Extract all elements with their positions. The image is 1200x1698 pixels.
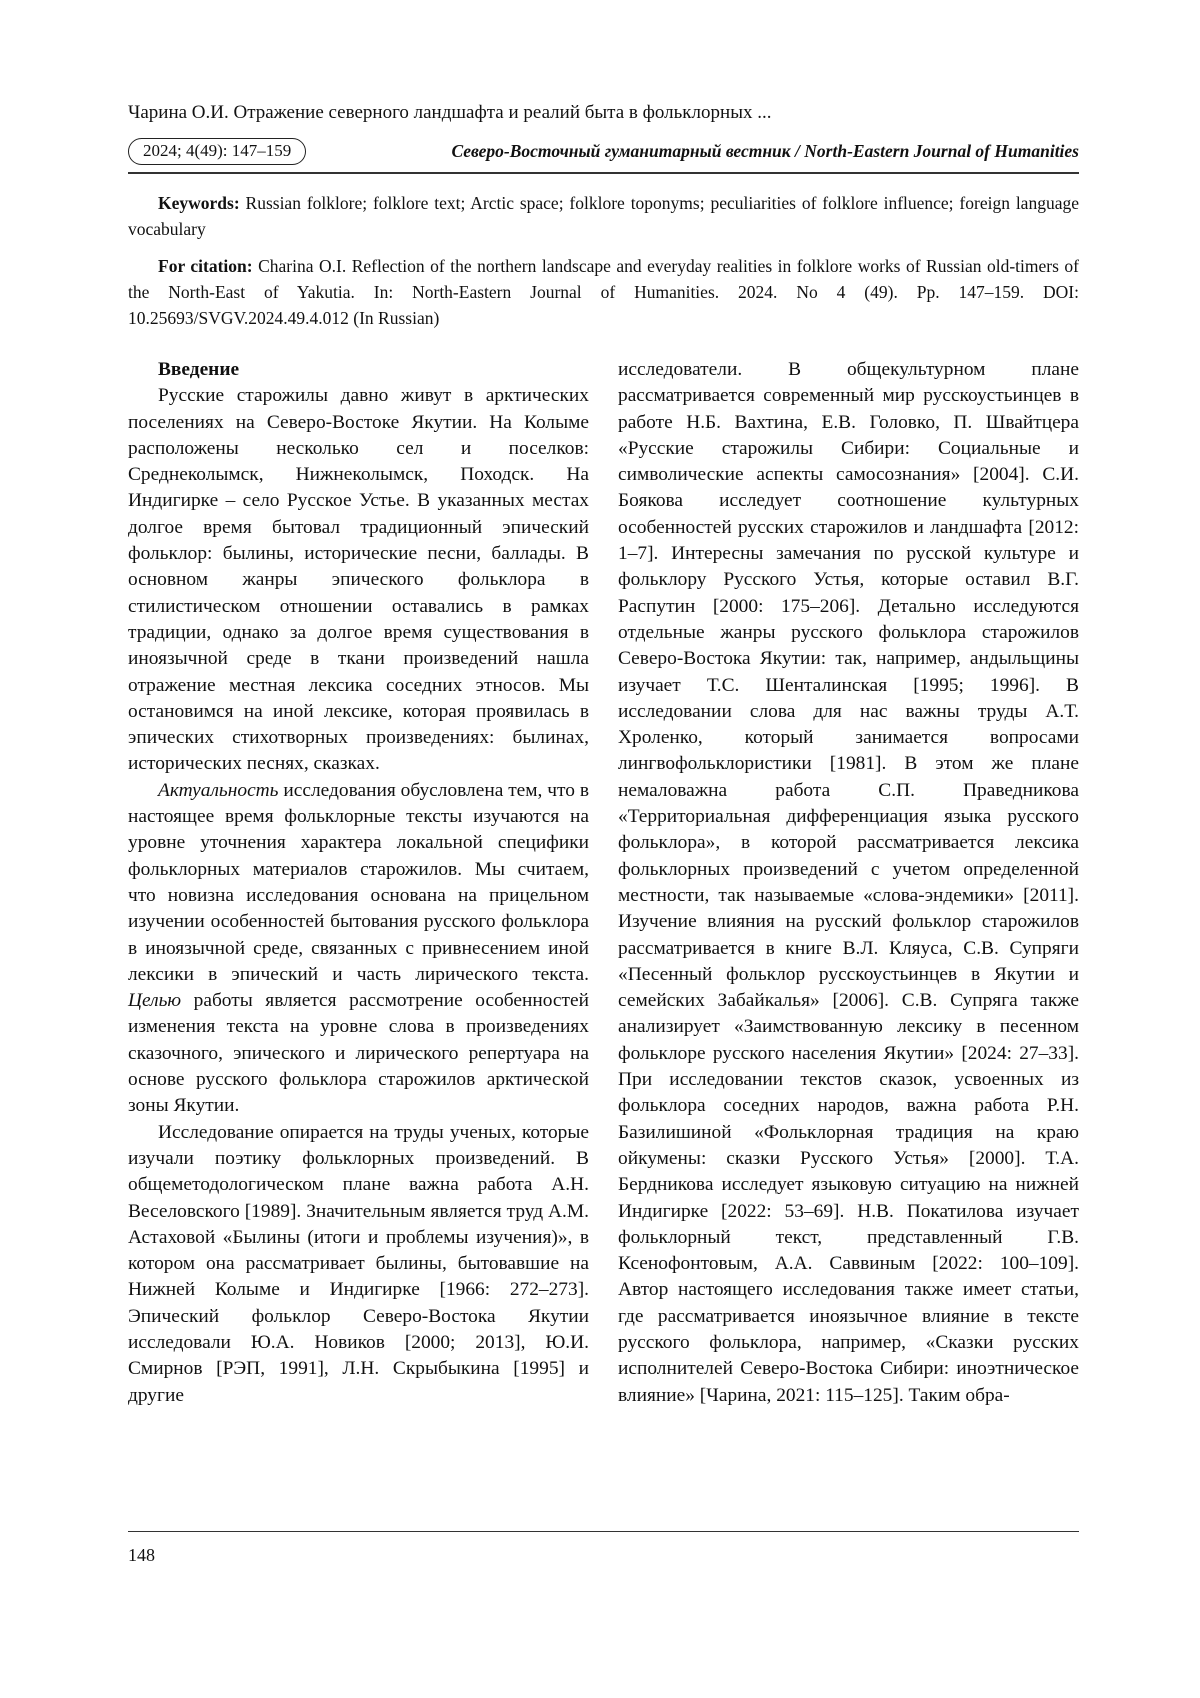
emphasis-relevance: Актуальность (158, 779, 279, 801)
left-column (128, 357, 589, 1409)
right-column (618, 357, 1079, 1409)
keywords-text: Russian folklore; folklore text; Arctic space; folklore toponyms; peculiarities of folklore influence; foreign language vocabulary (128, 193, 1079, 239)
issue-reference-badge: 2024; 4(49): 147–159 (128, 138, 306, 165)
section-title: Введение (158, 359, 240, 380)
citation-block (128, 253, 1079, 331)
paragraph-2-text-b: работы является рассмотрение особенностей изменения текста на уровне слова в произведениях сказочного, эпического и лирического репертуара на основе русского фольклора старожилов арктической зоны Якутии. (128, 990, 589, 1117)
running-title: Чарина О.И. Отражение северного ландшафта и реалий быта в фольклорных ... (128, 102, 772, 123)
paragraph-1: Русские старожилы давно живут в арктических поселениях на Северо-Востоке Якутии. На Колыме расположены несколько сел и поселков: Среднеколымск, Нижнеколымск, Походск. На Индигирке – село Русское Устье. В указанных местах долгое время бытовал традиционный эпический фольклор: былины, исторические песни, баллады. В основном жанры эпического фольклора в стилистическом отношении оставались в рамках традиции, однако за долгое время существования в иноязычной среде в ткани произведений нашла отражение местная лексика соседних этносов. Мы остановимся на иной лексике, которая проявилась в эпических стихотворных произведениях: былинах, исторических песнях, сказках. (128, 385, 589, 775)
keywords-block (128, 190, 1079, 242)
paragraph-2 (128, 778, 589, 1120)
paragraph-3: Исследование опирается на труды ученых, которые изучали поэтику фольклорных произведений. В общеметодологическом плане важна работа А.Н. Веселовского [1989]. Значительным является труд А.М. Астаховой «Былины (итоги и проблемы изучения)», в котором она рассматривает былины, бытовавшие на Нижней Колыме и Индигирке [1966: 272–273]. Эпический фольклор Северо-Востока Якутии исследовали Ю.А. Новиков [2000; 2013], Ю.И. Смирнов [РЭП, 1991], Л.Н. Скрыбыкина [1995] и другие (128, 1121, 589, 1406)
footer-divider (128, 1531, 1079, 1532)
journal-name: Северо-Восточный гуманитарный вестник / North-Eastern Journal of Humanities (451, 140, 1079, 161)
citation-text: Charina O.I. Reflection of the northern landscape and everyday realities in folklore works of Russian old-timers of the North-East of Yakutia. In: North-Eastern Journal of Humanities. 2024. No 4 (49). Pp. 147–159. DOI: 10.25693/SVGV.2024.49.4.012 (In Russian) (128, 256, 1079, 328)
paragraph-3-continued: исследователи. В общекультурном плане рассматривается современный мир русскоустьинцев в работе Н.Б. Вахтина, Е.В. Головко, П. Швайтцера «Русские старожилы Сибири: Социальные и символические аспекты самосознания» [2004]. С.И. Боякова исследует соотношение культурных особенностей русских старожилов и ландшафта [2012: 1–7]. Интересны замечания по русской культуре и фольклору Русского Устья, которые оставил В.Г. Распутин [2000: 175–206]. Детально исследуются отдельные жанры русского фольклора старожилов Северо-Востока Якутии: так, например, андыльщины изучает Т.С. Шенталинская [1995; 1996]. В исследовании слова для нас важны труды А.Т. Хроленко, который занимается вопросами лингвофольклористики [1981]. В этом же плане немаловажна работа С.П. Праведникова «Территориальная дифференциация языка русского фольклора», в которой рассматривается лексика фольклорных произведений с учетом определенной местности, так называемые «слова-эндемики» [2011]. Изучение влияния на русский фольклор старожилов рассматривается в книге В.Л. Кляуса, С.В. Супряги «Песенный фольклор русскоустьинцев в Якутии и семейских Забайкалья» [2006]. С.В. Супряга также анализирует «Заимствованную лексику в песенном фольклоре русского населения Якутии» [2024: 27–33]. При исследовании текстов сказок, усвоенных из фольклора соседних народов, важна работа Р.Н. Базилишиной «Фольклорная традиция на краю ойкумены: сказки Русского Устья» [2000]. Т.А. Бердникова исследует языковую ситуацию на нижней Индигирке [2022: 53–69]. Н.В. Покатилова изучает фольклорный текст, представленный Г.В. Ксенофонтовым, А.А. Саввиным [2022: 100–109]. Автор настоящего исследования также имеет статьи, где рассматривается иноязычное влияние в тексте русского фольклора, например, «Сказки русских исполнителей Северо-Востока Сибири: иноэтническое влияние» [Чарина, 2021: 115–125]. Таким обра- (618, 359, 1079, 1406)
header-divider (128, 172, 1079, 174)
citation-label: For citation: (158, 256, 253, 276)
keywords-label: Keywords: (158, 193, 240, 213)
journal-header (128, 136, 1079, 166)
emphasis-goal: Целью (128, 990, 182, 1012)
page-number: 148 (128, 1545, 155, 1565)
paragraph-2-text-a: исследования обусловлена тем, что в настоящее время фольклорные тексты изучаются на уровне уточнения характера локальной специфики фольклорных материалов старожилов. Мы считаем, что новизна исследования основана на прицельном изучении особенностей бытования русского фольклора в иноязычной среде, связанных с привнесением иной лексики в эпический и часть лирического текста. (128, 779, 589, 985)
